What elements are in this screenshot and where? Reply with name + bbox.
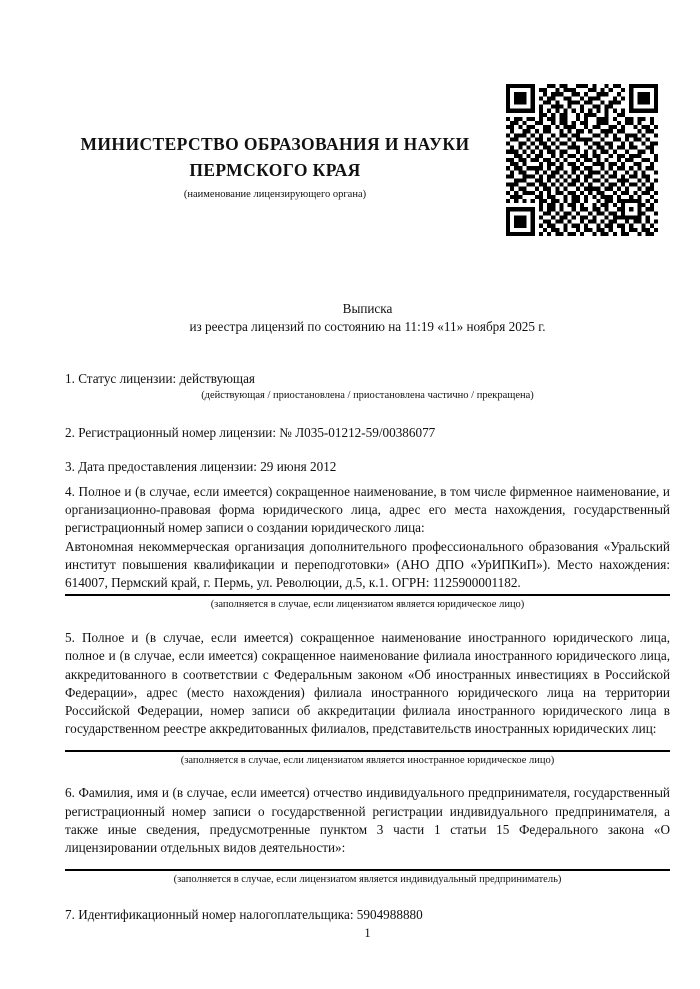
document-title-block <box>65 300 670 336</box>
qr-code-image <box>506 84 658 236</box>
authority-name-caption: (наименование лицензирующего органа) <box>183 189 367 200</box>
legal-entity-caption: (заполняется в случае, если лицензиатом является юридическое лицо) <box>210 599 525 611</box>
item-license-status: 1. Статус лицензии: действующая <box>65 371 256 387</box>
entrepreneur-fill-line <box>65 869 670 871</box>
item-entrepreneur-description: 6. Фамилия, имя и (в случае, если имеется) отчество индивидуального предпринимателя, государственный регистрационный номер записи о государственной регистрации индивидуального предпринимателя, а также иные сведения, предусмотренные пунктом 3 части 1 статьи 15 Федерального закона «О лицензировании отдельных видов деятельности»: <box>65 785 670 856</box>
legal-entity-value: Автономная некоммерческая организация дополнительного профессионального образования «Уральский институт повышения квалификации и переподготовки» (АНО ДПО «УрИПКиП»). Место нахождения: 614007, Пермский край, г. Пермь, ул. Революции, д.5, к.1. ОГРН: 1125900001182. <box>65 538 670 591</box>
document-subtitle: из реестра лицензий по состоянию на 11:19 «11» ноября 2025 г. <box>189 319 546 335</box>
entrepreneur-caption: (заполняется в случае, если лицензиатом является индивидуальный предприниматель) <box>173 874 562 886</box>
page-number: 1 <box>364 926 371 940</box>
item-registration-number: 2. Регистрационный номер лицензии: № Л035-01212-59/00386077 <box>65 424 436 440</box>
item-legal-entity-description: 4. Полное и (в случае, если имеется) сокращенное наименование, в том числе фирменное наименование, и организационно-правовая форма юридического лица, адрес его места нахождения, государственный регистрационный номер записи о создании юридического лица: <box>65 484 670 536</box>
item-taxpayer-number: 7. Идентификационный номер налогоплательщика: 5904988880 <box>65 907 423 923</box>
qr-code <box>506 84 658 236</box>
ministry-name-line2: ПЕРМСКОГО КРАЯ <box>189 160 361 180</box>
item-license-grant-date: 3. Дата предоставления лицензии: 29 июня 2012 <box>65 458 337 474</box>
ministry-name-line1: МИНИСТЕРСТВО ОБРАЗОВАНИЯ И НАУКИ <box>80 134 470 154</box>
item-foreign-entity-description: 5. Полное и (в случае, если имеется) сокращенное наименование иностранного юридического лица, полное и (в случае, если имеется) сокращенное наименование филиала иностранного юридического лица, аккредитованного в соответствии с Федеральным законом «Об иностранных инвестициях в Российской Федерации», адрес (место нахождения) филиала иностранного юридического лица на территории Российской Федерации, номер записи об аккредитации филиала иностранного юридического лица в государственном реестре аккредитованных филиалов, представительств иностранных юридических лиц: <box>65 630 670 737</box>
legal-entity-fill-line <box>65 594 670 596</box>
license-status-options-caption: (действующая / приостановлена / приостановлена частично / прекращена) <box>201 389 534 401</box>
foreign-entity-fill-line <box>65 750 670 752</box>
licensing-authority-header <box>65 131 485 201</box>
document-title: Выписка <box>342 301 393 316</box>
foreign-entity-caption: (заполняется в случае, если лицензиатом является иностранное юридическое лицо) <box>180 755 555 767</box>
document-body <box>65 300 670 924</box>
